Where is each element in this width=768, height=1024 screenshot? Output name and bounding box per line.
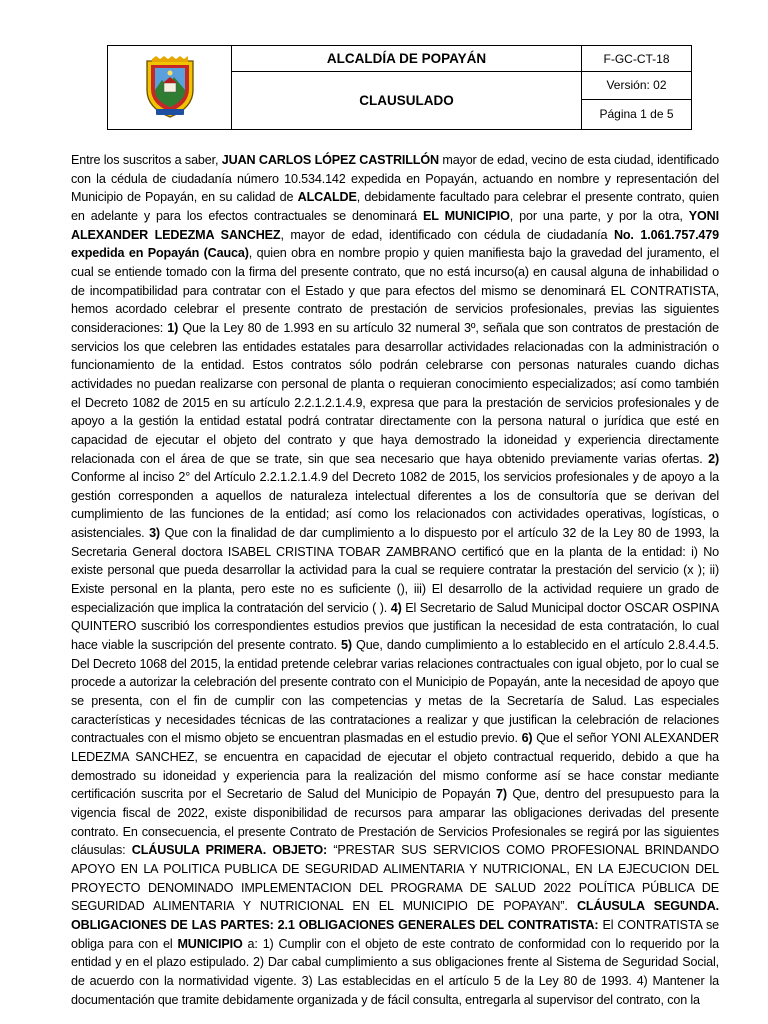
popayan-coat-of-arms-icon [143, 56, 197, 120]
bold-text-run: MUNICIPIO [177, 936, 243, 951]
bold-text-run: 4) [390, 600, 402, 615]
logo-cell [108, 46, 232, 130]
text-run: Entre los suscritos a saber, [71, 153, 222, 167]
bold-text-run: No. 1.061.757.479 expedida en Popayán (Cauca) [71, 227, 719, 261]
document-header [107, 45, 692, 130]
bold-text-run: 6) [521, 731, 533, 746]
bold-text-run: EL MUNICIPIO [423, 208, 510, 223]
bold-text-run: CLÁUSULA SEGUNDA. OBLIGACIONES DE LAS PARTES: 2.1 OBLIGACIONES GENERALES DEL CONTRATISTA: [71, 899, 720, 932]
text-run: mayor de edad, vecino de esta ciudad, identificado con la cédula de ciudadanía número 10.534.142 expedida en Popayán, actuando en nombre y representación del Municipio de Popayán, en su calidad de [71, 153, 719, 205]
text-run: , debidamente facultado para celebrar el presente contrato, quien en adelante y para los efectos contractuales se denominará [71, 190, 719, 223]
entity-name: ALCALDÍA DE POPAYÁN [232, 46, 582, 72]
text-run: El Secretario de Salud Municipal doctor OSCAR OSPINA QUINTERO suscribió los correspondientes estudios previos que justifican la necesidad de esta contratación, lo cual hace viable la suscripción del presente contrato. [71, 600, 719, 653]
document-version: Versión: 02 [582, 72, 692, 99]
bold-text-run: CLÁUSULA PRIMERA. OBJETO: [131, 843, 328, 858]
bold-text-run: YONI ALEXANDER LEDEZMA SANCHEZ [71, 208, 719, 242]
page-number: Página 1 de 5 [582, 99, 692, 129]
text-run: El CONTRATISTA se obliga para con el [71, 917, 719, 951]
bold-text-run: 1) [167, 320, 179, 335]
contract-body-text [71, 151, 719, 1009]
text-run: Que, dentro del presupuesto para la vigencia fiscal de 2022, existe disponibilidad de recursos para amparar las obligaciones derivadas del presente contrato. En consecuencia, el presente Contrato de Prestación de Servicios Profesionales se regirá por las siguientes cláusulas: [71, 787, 719, 858]
text-run: , mayor de edad, identificado con cédula de ciudadanía [280, 227, 614, 242]
text-run: Conforme al inciso 2° del Artículo 2.2.1.2.1.4.9 del Decreto 1082 de 2015, los servicios profesionales y de apoyo a la gestión corresponden a aquellos de naturaleza intelectual diferentes a los de consultoría que se derivan del cumplimiento de las funciones de la entidad; así como los relacionados con actividades operativas, logísticas, o asistenciales. [71, 470, 719, 541]
bold-text-run: JUAN CARLOS LÓPEZ CASTRILLÓN [221, 153, 439, 167]
text-run: , por una parte, y por la otra, [509, 208, 689, 223]
document-title: CLAUSULADO [232, 72, 582, 130]
text-run: a: 1) Cumplir con el objeto de este contrato de conformidad con lo requerido por la entidad y en el plazo estipulado. 2) Dar cabal cumplimiento a sus obligaciones frente al Sistema de Seguridad Social, de acuerdo con la normatividad vigente. 3) Las establecidas en el artículo 5 de la Ley 80 de 1993. 4) Mantener la documentación que tramite debidamente organizada y de fácil consulta, entregarla al supervisor del contrato, con la [71, 936, 719, 1007]
text-run: Que el señor YONI ALEXANDER LEDEZMA SANCHEZ, se encuentra en capacidad de ejecutar el objeto contractual requerido, debido a que ha demostrado su idoneidad y experiencia para la realización del mismo conforme así se hace constar mediante certificación suscrita por el Secretario de Salud del Municipio de Popayán [71, 731, 719, 802]
document-code: F-GC-CT-18 [582, 46, 692, 72]
bold-text-run: 7) [496, 787, 507, 802]
text-run: Que la Ley 80 de 1.993 en su artículo 32 numeral 3º, señala que son contratos de prestación de servicios los que celebren las entidades estatales para desarrollar actividades relacionadas con la administración o funcionamiento de la entidad. Estos contratos sólo podrán celebrarse con personas naturales cuando dichas actividades no puedan realizarse con personal de planta o requieran conocimiento especializados; así como también el Decreto 1082 de 2015 en su artículo 2.2.1.2.1.4.9, expresa que para la prestación de servicios profesionales y de apoyo a la gestión la entidad estatal podrá contratar directamente con la persona natural o jurídica que esté en capacidad de ejecutar el objeto del contrato y que haya demostrado la idoneidad y experiencia directamente relacionada con el área de que se trate, sin que sea necesario que haya obtenido previamente varias ofertas. [71, 320, 719, 466]
text-run: Que, dando cumplimiento a lo establecido en el artículo 2.8.4.4.5. Del Decreto 1068 del 2015, la entidad pretende celebrar varias relaciones contractuales con igual objeto, por lo cual se procede a autorizar la celebración del presente contrato con el Municipio de Popayán, ante la necesidad de apoyo que se presenta, con el fin de cumplir con las competencias y metas de la Secretaría de Salud. Las especiales características y necesidades técnicas de las contrataciones a realizar y que justifican la celebración de relaciones contractuales con el mismo objeto se encuentran plasmadas en el estudio previo. [71, 638, 719, 746]
bold-text-run: 2) [708, 451, 719, 466]
bold-text-run: 5) [341, 638, 352, 653]
bold-text-run: ALCALDE [297, 190, 357, 205]
bold-text-run: 3) [149, 526, 160, 541]
text-run: , quien obra en nombre propio y quien manifiesta bajo la gravedad del juramento, el cual se entiende tomado con la firma del presente contrato, que no está incurso(a) en causal alguna de inhabilidad o de incompatibilidad para contratar con el Estado y que para efectos del mismo se denominará EL CONTRATISTA, hemos acordado celebrar el presente contrato de prestación de servicios profesionales, previas las siguientes consideraciones: [71, 246, 719, 335]
text-run: Que con la finalidad de dar cumplimiento a lo dispuesto por el artículo 32 de la Ley 80 de 1993, la Secretaria General doctora ISABEL CRISTINA TOBAR ZAMBRANO certificó que en la planta de la entidad: i) No existe personal que pueda desarrollar la actividad para la cual se requiere contratar la prestación del servicio (x ); ii) Existe personal en la planta, pero este no es suficiente (), iii) El desarrollo de la actividad requiere un grado de especialización que implica la contratación del servicio ( ). [71, 526, 719, 615]
text-run: “PRESTAR SUS SERVICIOS COMO PROFESIONAL BRINDANDO APOYO EN LA POLITICA PUBLICA DE SEGURIDAD ALIMENTARIA Y NUTRICIONAL, EN LA EJECUCION DEL PROYECTO DENOMINADO IMPLEMENTACION DEL PROGRAMA DE SALUD 2022 POLÍTICA PÚBLICA DE SEGURIDAD ALIMENTARIA Y NUTRICIONAL EN EL MUNICIPIO DE POPAYAN”. [71, 843, 719, 914]
